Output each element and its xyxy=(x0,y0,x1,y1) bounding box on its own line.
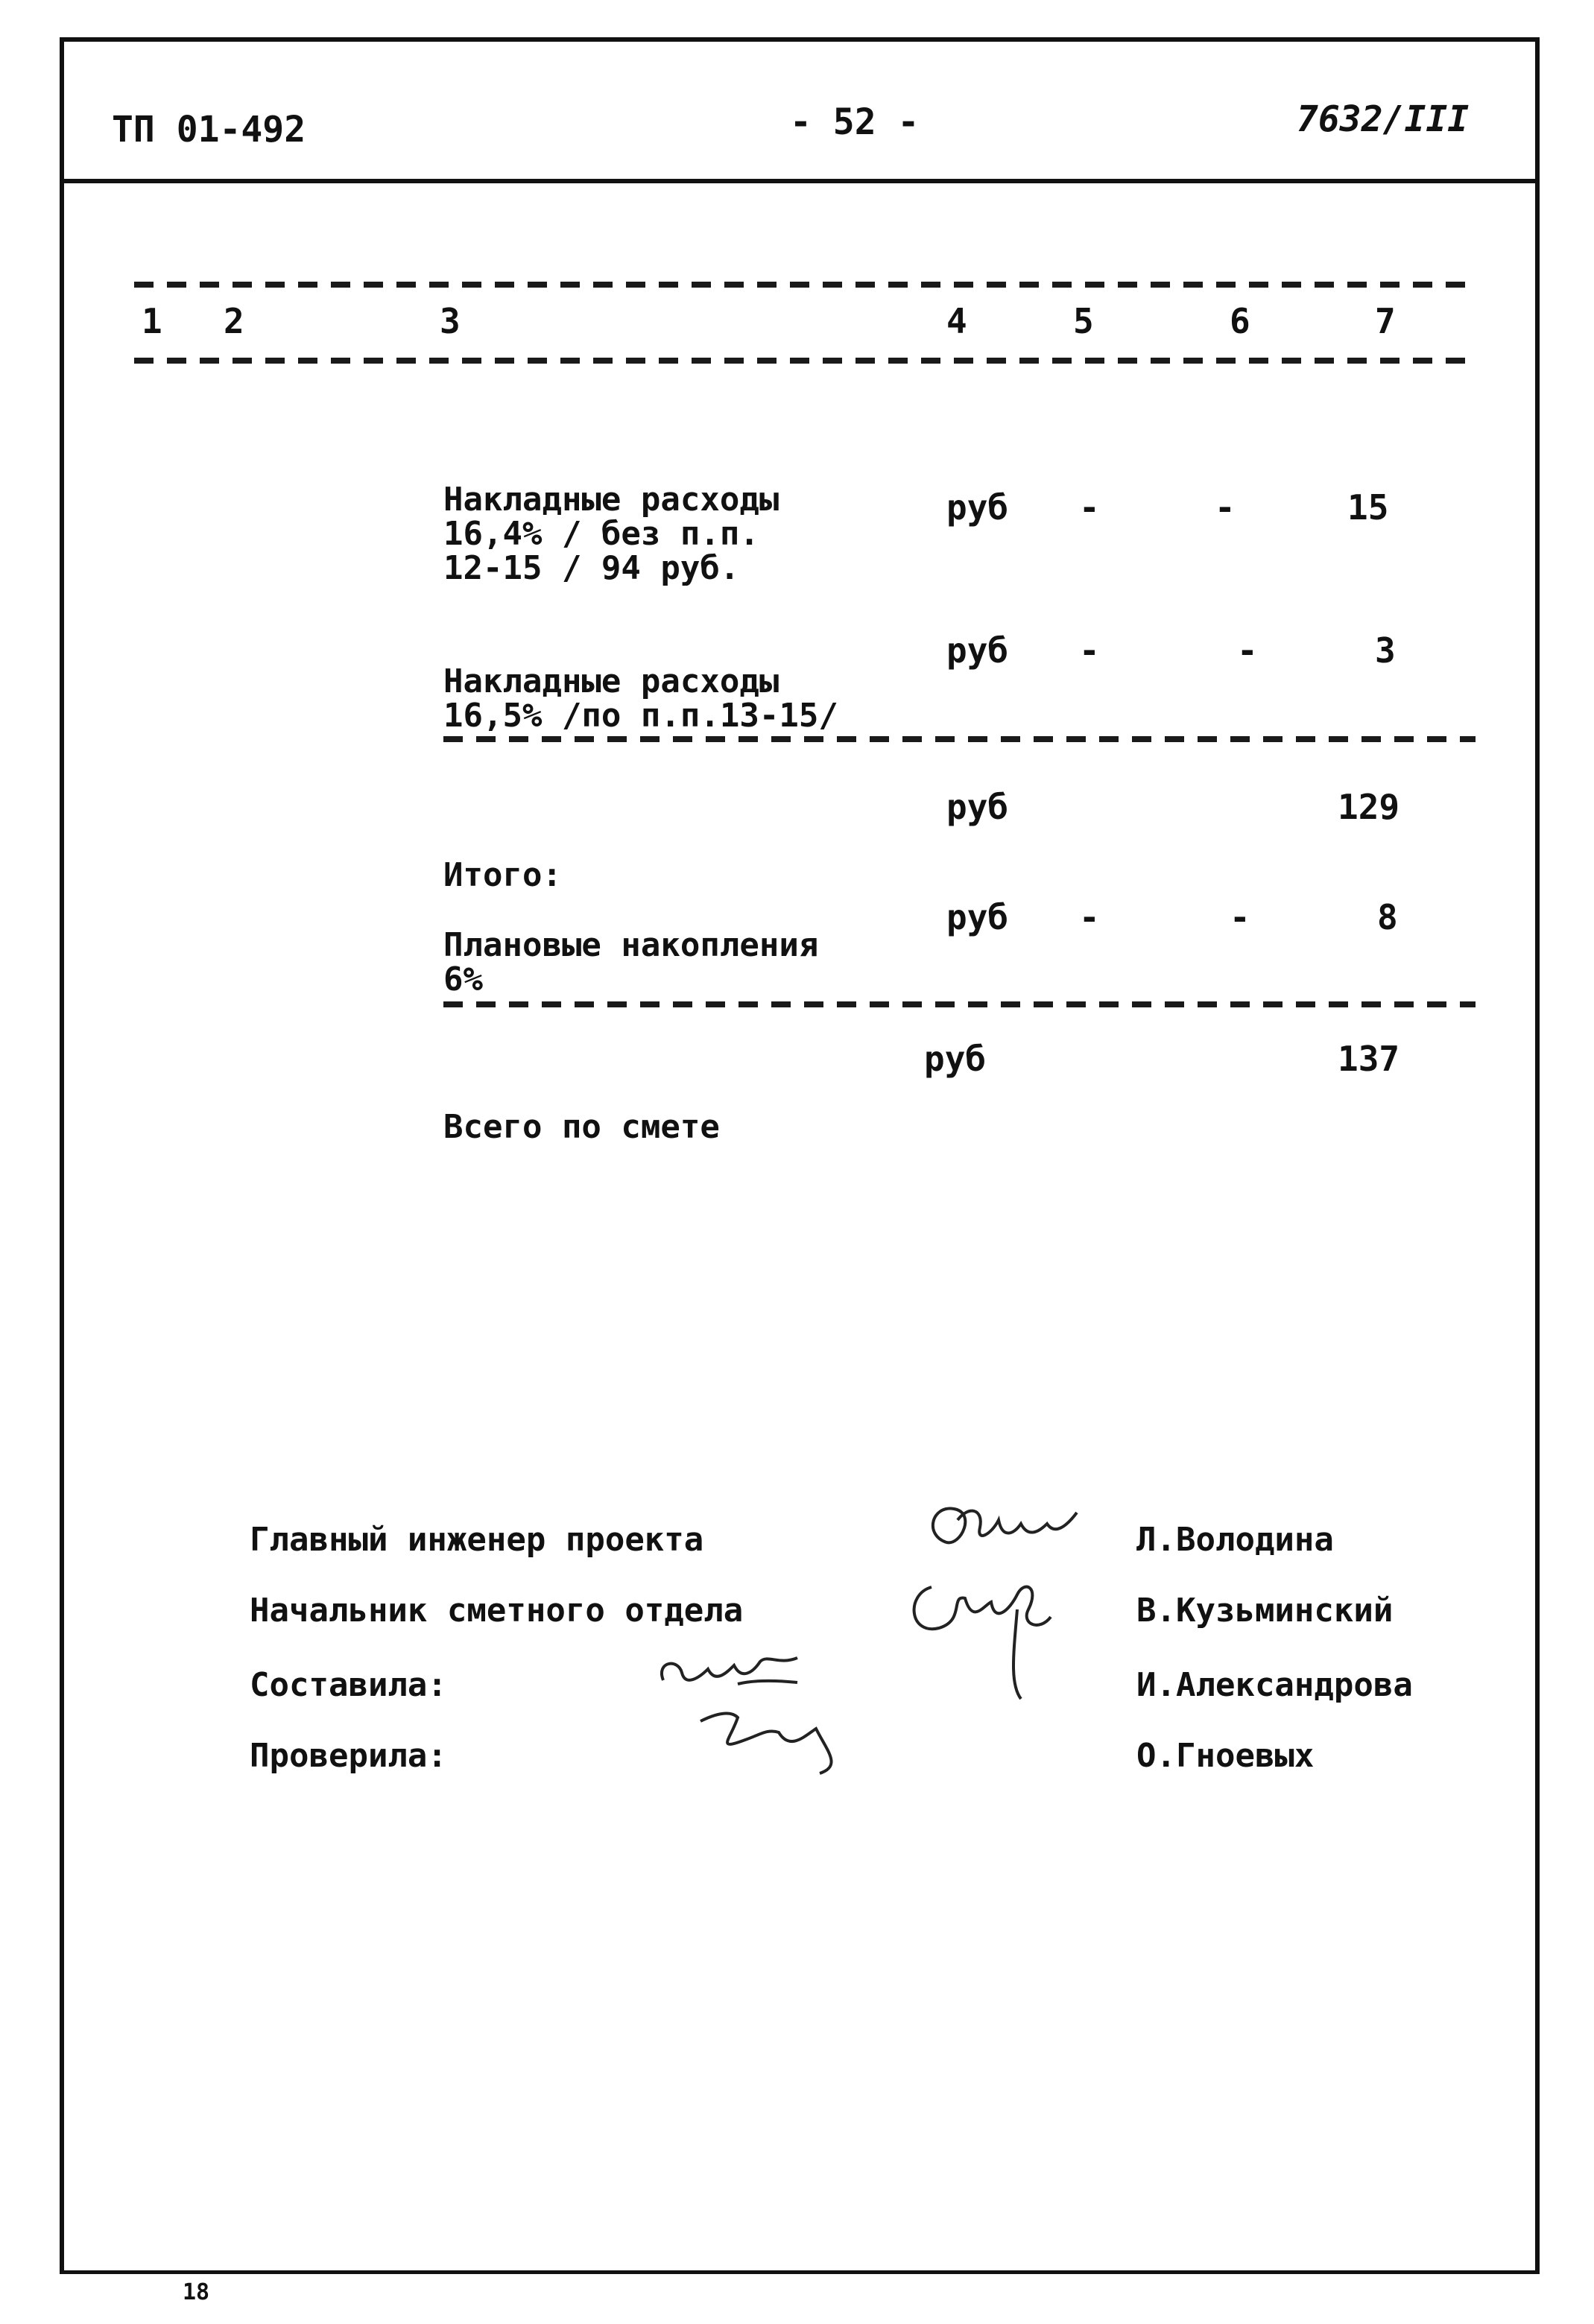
table-header-rule xyxy=(134,358,1476,364)
table-row-value: 8 xyxy=(1377,897,1398,937)
table-row-col6: - xyxy=(1215,487,1236,528)
table-row-col5: - xyxy=(1079,630,1100,671)
table-row-value: 129 xyxy=(1338,787,1400,827)
signature-role: Начальник сметного отдела xyxy=(250,1592,744,1630)
signature-name: О.Гноевых xyxy=(1136,1737,1315,1775)
table-row-description: Всего по смете xyxy=(443,1108,720,1146)
table-row-col6: - xyxy=(1230,897,1250,937)
handwritten-signature-2 xyxy=(898,1565,1069,1714)
column-number-6: 6 xyxy=(1230,301,1250,341)
signature-role: Составила: xyxy=(250,1666,447,1704)
sheet-code: 7632/III xyxy=(1297,98,1470,140)
page-frame xyxy=(60,37,1540,2274)
header-divider xyxy=(60,179,1540,183)
table-row-value: 137 xyxy=(1338,1039,1400,1079)
table-row-value: 3 xyxy=(1375,630,1396,671)
column-number-5: 5 xyxy=(1073,301,1094,341)
table-row-unit: руб xyxy=(924,1039,987,1079)
signature-name: И.Александрова xyxy=(1136,1666,1413,1704)
table-row-unit: руб xyxy=(946,630,1009,671)
handwritten-signature-3 xyxy=(648,1639,887,1788)
signature-name: В.Кузьминский xyxy=(1136,1592,1394,1630)
signature-role: Проверила: xyxy=(250,1737,447,1775)
table-row-unit: руб xyxy=(946,787,1009,827)
page-number: - 52 - xyxy=(790,101,920,143)
table-row-col6: - xyxy=(1237,630,1258,671)
table-row-value: 15 xyxy=(1347,487,1389,528)
table-row-unit: руб xyxy=(946,897,1009,937)
table-row-description: Итого: xyxy=(443,856,562,894)
subtotal-rule xyxy=(443,736,1476,742)
total-rule xyxy=(443,1001,1476,1007)
column-number-3: 3 xyxy=(440,301,461,341)
column-number-7: 7 xyxy=(1375,301,1396,341)
table-row-col5: - xyxy=(1079,487,1100,528)
table-top-rule xyxy=(134,282,1476,288)
table-row-description: Накладные расходы 16,5% /по п.п.13-15/ xyxy=(443,662,838,735)
signature-name: Л.Володина xyxy=(1136,1521,1334,1559)
table-row-description: Плановые накопления 6% xyxy=(443,926,819,998)
table-row-description: Накладные расходы 16,4% / без п.п. 12-15 / 94 руб. xyxy=(443,481,779,587)
table-row-col5: - xyxy=(1079,897,1100,937)
footer-mark: 18 xyxy=(183,2279,210,2305)
document-code: ТП 01-492 xyxy=(112,109,306,151)
column-number-2: 2 xyxy=(224,301,244,341)
column-number-4: 4 xyxy=(946,301,967,341)
signature-role: Главный инженер проекта xyxy=(250,1521,704,1559)
column-number-1: 1 xyxy=(142,301,162,341)
table-row-unit: руб xyxy=(946,487,1009,528)
handwritten-signature-1 xyxy=(917,1490,1095,1572)
